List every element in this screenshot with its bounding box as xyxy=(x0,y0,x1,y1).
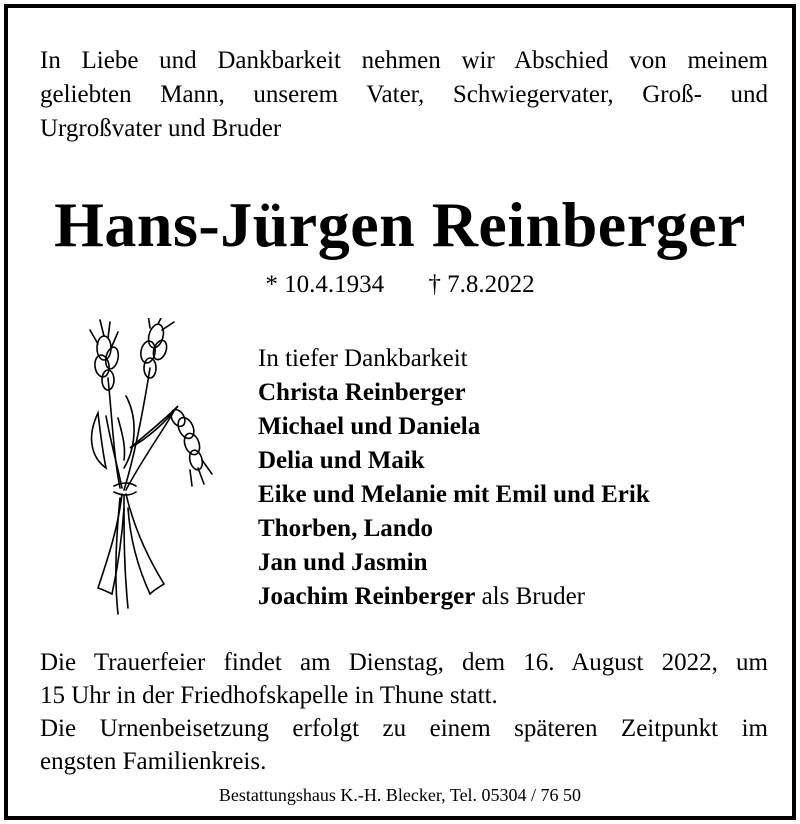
family-member-name: Michael und Daniela xyxy=(258,413,481,440)
obituary-notice xyxy=(4,4,796,820)
ceremony-line: Die Urnenbeisetzung erfolgt zu einem späteren Zeitpunkt im xyxy=(40,715,768,742)
family-member xyxy=(258,580,758,614)
family-member-relation: als Bruder xyxy=(475,583,586,610)
intro-line: In Liebe und Dankbarkeit nehmen wir Abschied von meinem xyxy=(40,47,768,74)
family-member xyxy=(258,478,758,512)
intro-line: Urgroßvater und Bruder xyxy=(40,115,282,142)
family-member xyxy=(258,410,758,444)
life-dates xyxy=(8,270,792,300)
ceremony-info xyxy=(40,646,768,778)
family-member-name: Thorben, Lando xyxy=(258,515,434,542)
family-member-name: Christa Reinberger xyxy=(258,379,466,406)
family-member-name: Joachim Reinberger xyxy=(258,583,476,610)
intro-text xyxy=(40,44,768,146)
family-member-name: Eike und Melanie mit Emil und Erik xyxy=(258,481,650,508)
family-member-name: Jan und Jasmin xyxy=(258,549,428,576)
family-member xyxy=(258,444,758,478)
ceremony-line: Die Trauerfeier findet am Dienstag, dem 16. August 2022, um xyxy=(40,649,768,676)
family-members-list xyxy=(258,376,758,614)
family-member-name: Delia und Maik xyxy=(258,447,425,474)
wheat-bouquet-icon xyxy=(78,318,218,618)
deceased-name: Hans-Jürgen Reinberger xyxy=(54,189,746,260)
ceremony-line: 15 Uhr in der Friedhofskapelle in Thune statt. xyxy=(40,682,498,709)
family-signatures xyxy=(258,342,758,614)
family-member xyxy=(258,376,758,410)
ceremony-line: engsten Familienkreis. xyxy=(40,748,267,775)
death-date: † 7.8.2022 xyxy=(428,271,535,298)
family-lead-text: In tiefer Dankbarkeit xyxy=(258,345,468,372)
family-member xyxy=(258,512,758,546)
birth-date: * 10.4.1934 xyxy=(265,271,385,298)
funeral-home-contact: Bestattungshaus K.-H. Blecker, Tel. 05304 / 76 50 xyxy=(218,785,582,805)
family-member xyxy=(258,546,758,580)
intro-line: geliebten Mann, unserem Vater, Schwiegervater, Groß- und xyxy=(40,81,768,108)
